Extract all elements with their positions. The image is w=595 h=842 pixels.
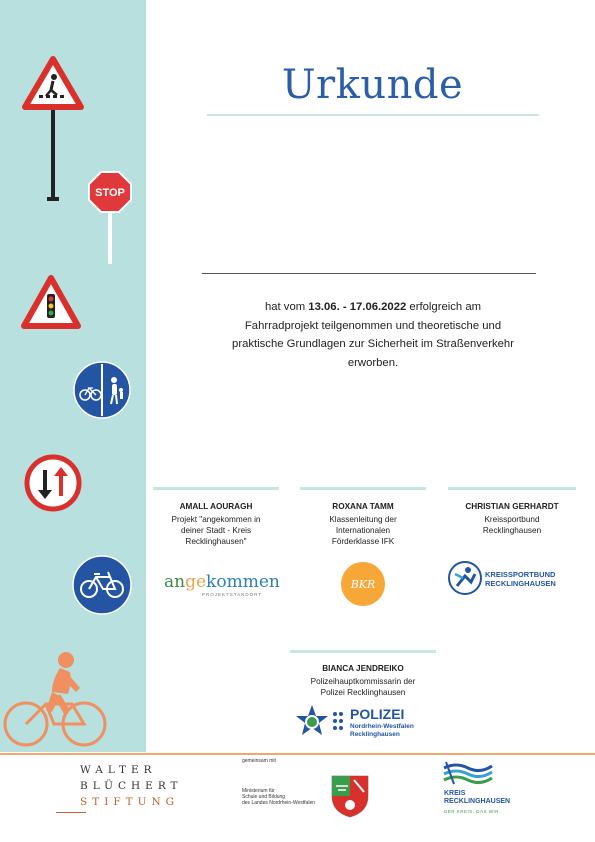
signature-line — [448, 487, 576, 490]
signatory-name: ROXANA TAMM — [332, 502, 394, 511]
police-dots-icon — [332, 710, 348, 734]
nrw-coat-of-arms-icon — [330, 774, 370, 818]
body-line2: Fahrradprojekt teilgenommen und theoretische und — [244, 319, 502, 332]
bike-pedestrian-path-sign-icon — [73, 361, 131, 419]
body-prefix: hat vom — [264, 301, 309, 313]
angekommen-logo: angekommen PROJEKTSTANDORT — [164, 572, 280, 597]
pedestrian-crossing-sign-icon — [20, 54, 86, 204]
gemeinsam-mit-label: gemeinsam mit — [242, 758, 276, 764]
body-line3: praktische Grundlagen zur Sicherheit im Straßenverkehr — [232, 338, 514, 350]
stop-sign-icon — [88, 170, 134, 266]
recipient-name-line — [202, 273, 536, 274]
signatory-name: AMALL AOURAGH — [179, 502, 253, 511]
ministerium-label: Ministerium für Schule und Bildung des Landes Nordrhein-Westfalen — [242, 788, 316, 806]
no-overtaking-sign-icon — [24, 454, 82, 512]
police-star-icon — [294, 704, 330, 742]
signature-line — [300, 487, 426, 490]
body-dates: 13.06. - 17.06.2022 — [308, 301, 407, 313]
kreissportbund-logo: KREISSPORTBUND RECKLINGHAUSEN — [447, 560, 577, 596]
certificate-body-text — [205, 298, 541, 372]
body-line1-rest: erfolgreich am — [406, 301, 482, 313]
body-line4: erworben. — [347, 356, 399, 369]
svg-text:BKR: BKR — [350, 578, 376, 591]
bkr-logo — [340, 561, 386, 607]
signatory-role: Projekt "angekommen in deiner Stadt - Kreis Recklinghausen" — [171, 515, 261, 546]
kreis-recklinghausen-logo: KREIS RECKLINGHAUSEN DER KREIS. DAS WIR. — [442, 760, 552, 820]
signatory-role: Klassenleitung der Internationalen Förderklasse IFK — [329, 515, 397, 546]
signatory-name: BIANCA JENDREIKO — [322, 664, 404, 673]
signatory-role: Polizeihauptkommissarin der Polizei Recklinghausen — [310, 677, 416, 697]
certificate-title: Urkunde — [281, 62, 464, 108]
bicycle-path-sign-icon — [72, 555, 132, 615]
signature-line — [290, 650, 436, 653]
kreissportbund-emblem-icon — [447, 560, 483, 596]
svg-text:STOP: STOP — [95, 187, 125, 199]
signatory-role: Kreissportbund Recklinghausen — [482, 515, 542, 535]
kreis-waves-icon — [442, 760, 494, 788]
cyclist-illustration-icon — [2, 648, 110, 750]
polizei-logo: POLIZEI Nordrhein-Westfalen Recklinghausen — [294, 704, 434, 742]
walter-bluechert-stiftung-logo: WALTER BLÜCHERT STIFTUNG — [78, 764, 188, 814]
signatory-name: CHRISTIAN GERHARDT — [465, 502, 559, 511]
footer-divider — [0, 753, 595, 755]
title-underline — [207, 114, 539, 116]
signature-line — [153, 487, 279, 490]
traffic-light-warning-sign-icon — [20, 274, 82, 332]
